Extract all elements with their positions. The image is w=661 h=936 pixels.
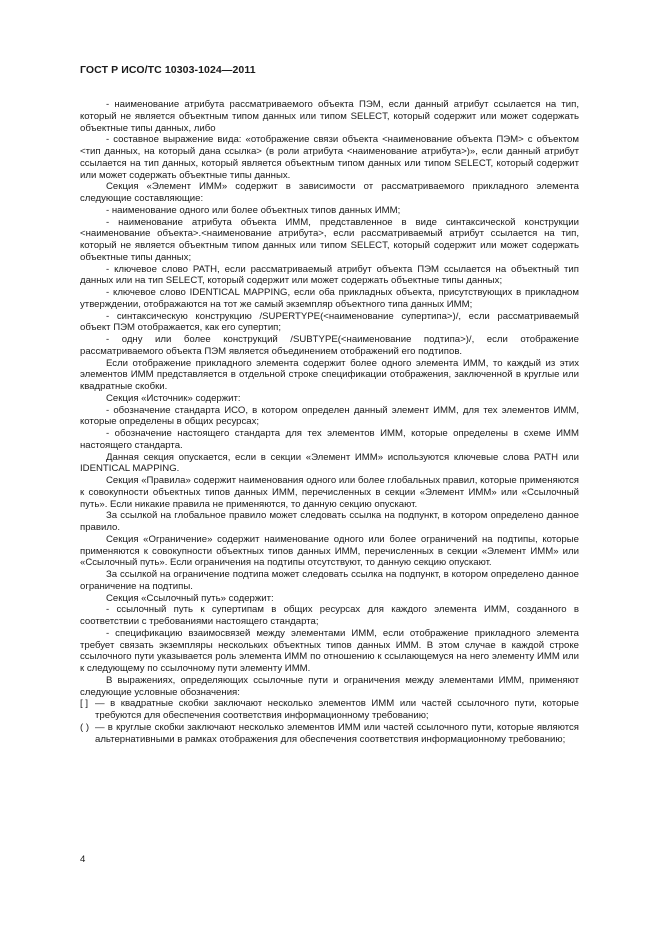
symbol-mark: ( ): [80, 721, 90, 733]
paragraph: - ключевое слово IDENTICAL MAPPING, если оба прикладных объекта, присутствующих в прикладном утверждении, отображаются на тот же самый экземпляр объектного типа данных ИММ;: [80, 287, 579, 310]
paragraph: - одну или более конструкций /SUBTYPE(<наименование подтипа>)/, если отображение рассматриваемого объекта ПЭМ является объединением отображений его подтипов.: [80, 334, 579, 357]
paragraph: - обозначение настоящего стандарта для тех элементов ИММ, которые определены в схеме ИММ настоящего стандарта.: [80, 428, 579, 451]
paragraph: Если отображение прикладного элемента содержит более одного элемента ИММ, то каждый из этих элементов ИММ представляется в отдельной строке спецификации отображения, заключенной в круглые или квадратные скобки.: [80, 357, 579, 392]
symbol-text: — в круглые скобки заключают несколько элементов ИММ или частей ссылочного пути, которые являются альтернативными в рамках отображения для обеспечения соответствия информационному требованию;: [95, 721, 579, 745]
symbol-definition-round-brackets: [80, 722, 579, 746]
paragraph: - наименование атрибута объекта ИММ, представленное в виде синтаксической конструкции <наименование объекта>.<наименование атрибута>, если рассматриваемый атрибут ссылается на тип, который не является объектным типом данных или типом SELECT, который содержит или может содержать объектные типы данных;: [80, 216, 579, 263]
paragraph: За ссылкой на глобальное правило может следовать ссылка на подпункт, в котором определено данное правило.: [80, 510, 579, 533]
document-body: [80, 99, 579, 745]
paragraph: За ссылкой на ограничение подтипа может следовать ссылка на подпункт, в котором определено данное ограничение на подтипы.: [80, 569, 579, 592]
paragraph: Секция «Источник» содержит:: [106, 392, 241, 404]
paragraph: - спецификацию взаимосвязей между элементами ИММ, если отображение прикладного элемента требует связать экземпляры нескольких объектных типов данных ИММ. В этом случае в каждой строке ссылочного пути указывается роль элемента ИММ по отношению к ссылающемуся на него элементу ИММ или к следующему по ссылочному пути элементу ИММ.: [80, 627, 579, 674]
paragraph: - составное выражение вида: «отображение связи объекта <наименование объекта ПЭМ> с объектом <тип данных, на который дана ссылка> (в роли атрибута <наименование атрибута>)», если данный атрибут ссылается на тип данных, который является объектным типом данных или типом SELECT, который содержит или может содержать объектные типы данных.: [80, 134, 579, 181]
page-header: ГОСТ Р ИСО/ТС 10303-1024—2011: [80, 64, 256, 76]
symbol-definition-square-brackets: [80, 698, 579, 722]
paragraph: Секция «Элемент ИММ» содержит в зависимости от рассматриваемого прикладного элемента следующие составляющие:: [80, 181, 579, 204]
paragraph: - ссылочный путь к супертипам в общих ресурсах для каждого элемента ИММ, созданного в соответствии с требованиями настоящего стандарта;: [80, 604, 579, 627]
paragraph: В выражениях, определяющих ссылочные пути и ограничения между элементами ИММ, применяют следующие условные обозначения:: [80, 674, 579, 698]
paragraph: Секция «Правила» содержит наименования одного или более глобальных правил, которые применяются к совокупности объектных типов данных ИММ, перечисленных в секции «Элемент ИММ» или «Ссылочный путь». Если никакие правила не применяются, то данную секцию опускают.: [80, 475, 579, 510]
paragraph: - ключевое слово PATH, если рассматриваемый атрибут объекта ПЭМ ссылается на объектный тип данных или на тип SELECT, который содержит или может содержать объектные типы данных;: [80, 263, 579, 287]
paragraph: - обозначение стандарта ИСО, в котором определен данный элемент ИММ, для тех элементов ИММ, которые определены в общих ресурсах;: [80, 404, 579, 428]
page-number: 4: [80, 854, 86, 865]
paragraph: Секция «Ограничение» содержит наименование одного или более ограничений на подтипы, которые применяются к совокупности объектных типов данных ИММ, перечисленных в секции «Элемент ИММ» или «Ссылочный путь». Если ограничения на подтипы отсутствуют, то данную секцию опускают.: [80, 533, 579, 569]
paragraph: - наименование одного или более объектных типов данных ИММ;: [106, 204, 401, 216]
symbol-mark: [ ]: [80, 698, 88, 710]
paragraph: Данная секция опускается, если в секции «Элемент ИММ» используются ключевые слова PATH или IDENTICAL MAPPING.: [80, 451, 579, 475]
paragraph: - наименование атрибута рассматриваемого объекта ПЭМ, если данный атрибут ссылается на тип, который не является объектным типом данных или типом SELECT, который содержит или может содержать объектные типы данных, либо: [80, 99, 579, 134]
paragraph: Секция «Ссылочный путь» содержит:: [106, 592, 274, 604]
paragraph: - синтаксическую конструкцию /SUPERTYPE(<наименование супертипа>)/, если рассматриваемый объект ПЭМ отображается, как его супертип;: [80, 310, 579, 334]
symbol-text: — в квадратные скобки заключают несколько элементов ИММ или частей ссылочного пути, которые требуются для обеспечения соответствия информационному требованию;: [95, 698, 579, 721]
